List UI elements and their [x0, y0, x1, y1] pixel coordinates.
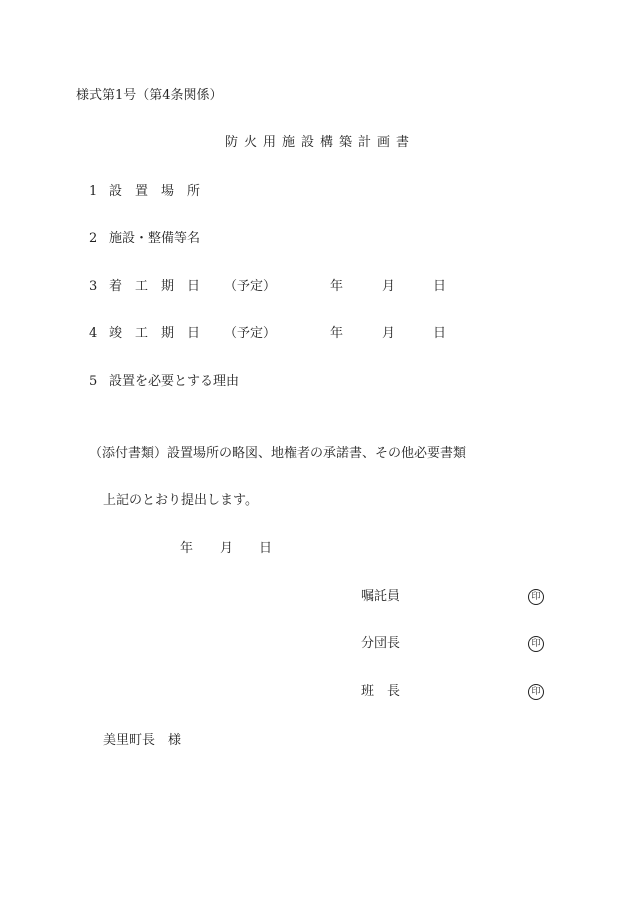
form-label: 様式第1号（第4条関係）	[76, 88, 223, 103]
signer-title: 嘱託員	[361, 589, 401, 604]
item-number: 4	[89, 326, 98, 341]
month-label: 月	[382, 326, 396, 341]
seal-icon: 印	[528, 684, 544, 700]
item-number: 1	[89, 184, 98, 199]
item-label: 着 工 期 日	[109, 279, 201, 294]
month-label: 月	[220, 541, 234, 556]
day-label: 日	[433, 279, 447, 294]
month-label: 月	[382, 279, 396, 294]
item-label: 設置を必要とする理由	[109, 374, 240, 389]
item-label: 竣 工 期 日	[109, 326, 201, 341]
year-label: 年	[330, 326, 344, 341]
signer-title: 班 長	[361, 684, 401, 699]
year-label: 年	[330, 279, 344, 294]
item-note: （予定）	[224, 279, 277, 294]
signer-title: 分団長	[361, 636, 401, 651]
item-number: 3	[89, 279, 98, 294]
item-note: （予定）	[224, 326, 277, 341]
day-label: 日	[433, 326, 447, 341]
document-title: 防火用施設構築計画書	[225, 135, 416, 150]
seal-icon: 印	[528, 636, 544, 652]
item-number: 2	[89, 231, 98, 246]
item-label: 設 置 場 所	[109, 184, 201, 199]
attachments-note: （添付書類）設置場所の略図、地権者の承諾書、その他必要書類	[89, 446, 467, 461]
year-label: 年	[180, 541, 194, 556]
day-label: 日	[259, 541, 273, 556]
addressee: 美里町長 様	[103, 733, 182, 748]
seal-icon: 印	[528, 589, 544, 605]
item-label: 施設・整備等名	[109, 231, 201, 246]
submission-text: 上記のとおり提出します。	[103, 493, 258, 508]
item-number: 5	[89, 374, 98, 389]
